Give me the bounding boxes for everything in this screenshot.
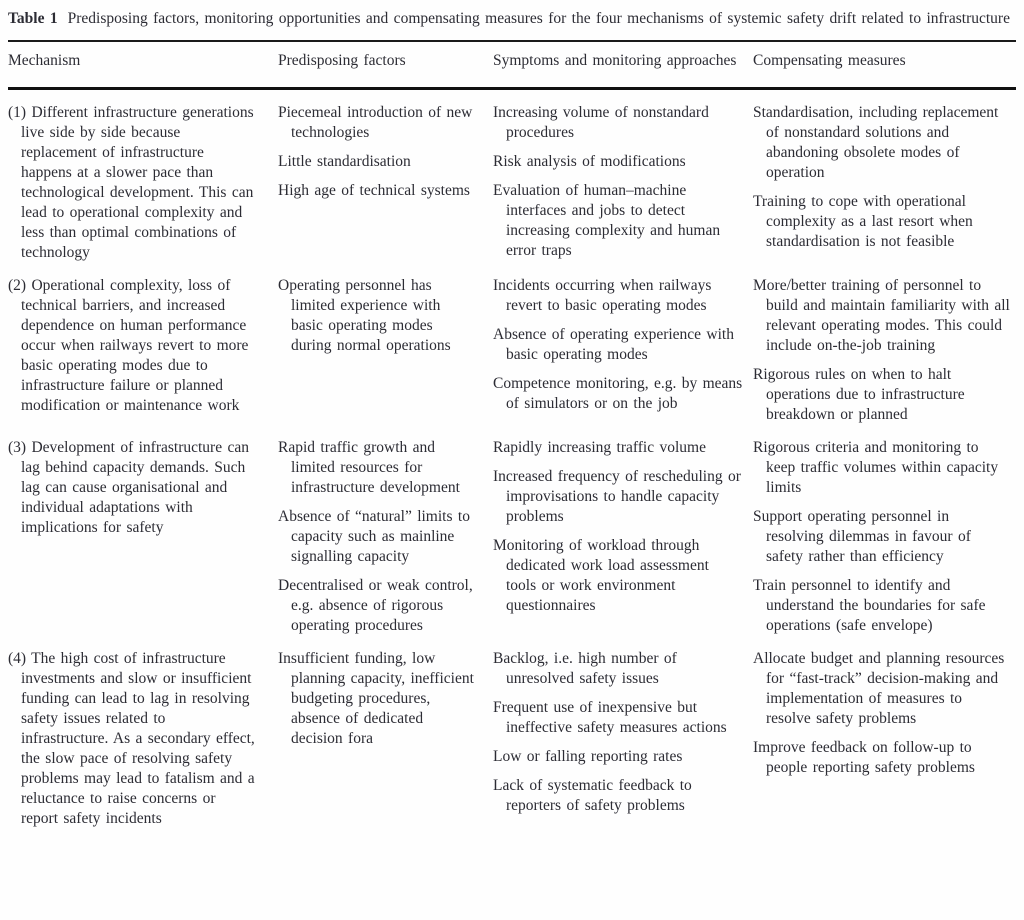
table-caption-label: Table 1 (8, 10, 58, 27)
predisposing-factors-cell (278, 103, 493, 263)
compensating-measures-cell (753, 103, 1016, 263)
column-header-mechanism: Mechanism (8, 52, 81, 69)
factor-item: Insufficient funding, low planning capacity, inefficient budgeting procedures, absence of dedicated decision fora (278, 650, 474, 747)
factor-item: Piecemeal introduction of new technologies (278, 104, 473, 141)
symptom-item: Competence monitoring, e.g. by means of simulators or on the job (493, 375, 743, 412)
measure-item: Standardisation, including replacement of nonstandard solutions and abandoning obsolete modes of operation (753, 104, 999, 181)
symptom-item: Increasing volume of nonstandard procedures (493, 104, 709, 141)
factor-item: Decentralised or weak control, e.g. absence of rigorous operating procedures (278, 577, 473, 634)
predisposing-factors-cell (278, 438, 493, 636)
compensating-measures-cell (753, 276, 1016, 425)
table-rule-header (8, 87, 1016, 90)
symptom-item: Frequent use of inexpensive but ineffective safety measures actions (493, 699, 727, 736)
table-caption-text: Predisposing factors, monitoring opportunities and compensating measures for the four mechanisms of systemic safety drift related to infrastructure (67, 10, 1010, 27)
symptom-item: Incidents occurring when railways revert to basic operating modes (493, 277, 712, 314)
measure-item: Rigorous rules on when to halt operations due to infrastructure breakdown or planned (753, 366, 965, 423)
symptom-item: Rapidly increasing traffic volume (493, 439, 706, 456)
table-row (8, 103, 1016, 263)
symptom-item: Monitoring of workload through dedicated work load assessment tools or work environment questionnaires (493, 537, 709, 614)
mechanism-text: (1) Different infrastructure generations live side by side because replacement of infrastructure happens at a slower pace than technological development. This can lead to operational complexity and less than optimal combinations of technology (8, 104, 254, 261)
mechanism-text: (3) Development of infrastructure can lag behind capacity demands. Such lag can cause organisational and individual adaptations with implications for safety (8, 439, 249, 536)
measure-item: Improve feedback on follow-up to people reporting safety problems (753, 739, 975, 776)
column-header-compensating-measures: Compensating measures (753, 52, 906, 69)
factor-item: Little standardisation (278, 153, 411, 170)
symptoms-cell (493, 438, 753, 636)
symptom-item: Risk analysis of modifications (493, 153, 686, 170)
mechanism-text: (4) The high cost of infrastructure investments and slow or insufficient funding can lead to lag in resolving safety issues related to infrastructure. As a secondary effect, the slow pace of resolving safety problems may lead to fatalism and a reluctance to raise concerns or report safety incidents (8, 650, 255, 827)
compensating-measures-cell (753, 649, 1016, 829)
factor-item: Absence of “natural” limits to capacity such as mainline signalling capacity (278, 508, 470, 565)
measure-item: Support operating personnel in resolving dilemmas in favour of safety rather than efficiency (753, 508, 971, 565)
compensating-measures-cell (753, 438, 1016, 636)
predisposing-factors-cell (278, 649, 493, 829)
table-row (8, 649, 1016, 829)
table-caption (8, 8, 1016, 30)
factor-item: High age of technical systems (278, 182, 470, 199)
mechanism-text: (2) Operational complexity, loss of technical barriers, and increased dependence on human performance occur when railways revert to more basic operating modes due to infrastructure failure or planned modification or maintenance work (8, 277, 249, 414)
table-row (8, 438, 1016, 636)
symptom-item: Lack of systematic feedback to reporters of safety problems (493, 777, 692, 814)
measure-item: Train personnel to identify and understand the boundaries for safe operations (safe envelope) (753, 577, 986, 634)
column-header-symptoms: Symptoms and monitoring approaches (493, 52, 737, 69)
table-header-row (8, 42, 1016, 87)
column-header-predisposing-factors: Predisposing factors (278, 52, 406, 69)
symptom-item: Increased frequency of rescheduling or improvisations to handle capacity problems (493, 468, 741, 525)
table-row (8, 276, 1016, 425)
measure-item: More/better training of personnel to build and maintain familiarity with all relevant operating modes. This could include on-the-job training (753, 277, 1010, 354)
mechanism-cell (8, 276, 278, 425)
symptom-item: Absence of operating experience with basic operating modes (493, 326, 734, 363)
mechanism-cell (8, 438, 278, 636)
symptom-item: Low or falling reporting rates (493, 748, 683, 765)
measure-item: Training to cope with operational complexity as a last resort when standardisation is not feasible (753, 193, 973, 250)
mechanism-cell (8, 649, 278, 829)
symptoms-cell (493, 276, 753, 425)
measure-item: Rigorous criteria and monitoring to keep traffic volumes within capacity limits (753, 439, 999, 496)
predisposing-factors-cell (278, 276, 493, 425)
factor-item: Rapid traffic growth and limited resources for infrastructure development (278, 439, 460, 496)
factor-item: Operating personnel has limited experience with basic operating modes during normal operations (278, 277, 451, 354)
mechanism-cell (8, 103, 278, 263)
measure-item: Allocate budget and planning resources for “fast-track” decision-making and implementation of measures to resolve safety problems (753, 650, 1005, 727)
symptoms-cell (493, 103, 753, 263)
symptom-item: Backlog, i.e. high number of unresolved safety issues (493, 650, 677, 687)
symptom-item: Evaluation of human–machine interfaces and jobs to detect increasing complexity and human error traps (493, 182, 721, 259)
symptoms-cell (493, 649, 753, 829)
